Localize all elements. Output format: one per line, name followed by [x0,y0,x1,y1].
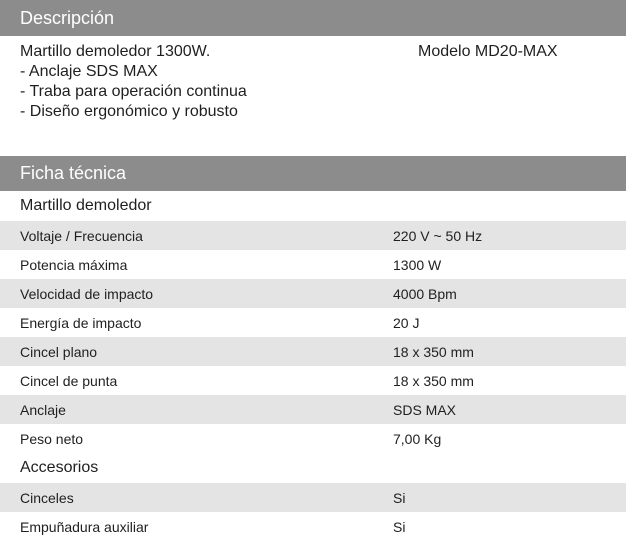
descripcion-line: - Diseño ergonómico y robusto [20,103,238,120]
group-title: Martillo demoledor [20,197,152,214]
spec-value: SDS MAX [393,401,457,418]
spec-label: Voltaje / Frecuencia [20,227,143,244]
spec-value: 7,00 Kg [393,430,442,447]
spec-value: 1300 W [393,256,442,273]
spec-label: Peso neto [20,430,84,447]
table-row [0,250,626,279]
spec-value: 20 J [393,314,420,331]
table-row [0,395,626,424]
table-row [0,308,626,337]
descripcion-title: Descripción [20,7,115,28]
table-row [0,337,626,366]
spec-value: 220 V ~ 50 Hz [393,227,483,244]
spec-value: Si [393,489,406,506]
spec-label: Potencia máxima [20,256,128,273]
table-row [0,424,626,453]
ficha-tecnica-header [0,156,626,191]
spec-label: Cincel de punta [20,372,118,389]
table-row [0,279,626,308]
descripcion-line: - Anclaje SDS MAX [20,63,158,80]
group-title-martillo [0,191,626,221]
table-row [0,366,626,395]
table-row [0,483,626,512]
spec-label: Empuñadura auxiliar [20,518,149,535]
spec-label: Velocidad de impacto [20,285,154,302]
spec-label: Cincel plano [20,343,98,360]
descripcion-line: Martillo demoledor 1300W. [20,43,211,60]
spec-value: 18 x 350 mm [393,343,474,360]
group-title-accesorios [0,453,626,483]
group-title: Accesorios [20,459,99,476]
spec-table [0,191,626,541]
spec-label: Energía de impacto [20,314,142,331]
spec-label: Anclaje [20,401,66,418]
spec-label: Cinceles [20,489,74,506]
model-label: Modelo MD20-MAX [418,43,558,60]
spec-value: 4000 Bpm [393,285,457,302]
table-row [0,221,626,250]
descripcion-header [0,0,626,36]
spec-value: Si [393,518,406,535]
table-row [0,512,626,541]
descripcion-line: - Traba para operación continua [20,83,247,100]
descripcion-body [0,36,626,156]
spec-value: 18 x 350 mm [393,372,474,389]
ficha-tecnica-title: Ficha técnica [20,163,127,183]
